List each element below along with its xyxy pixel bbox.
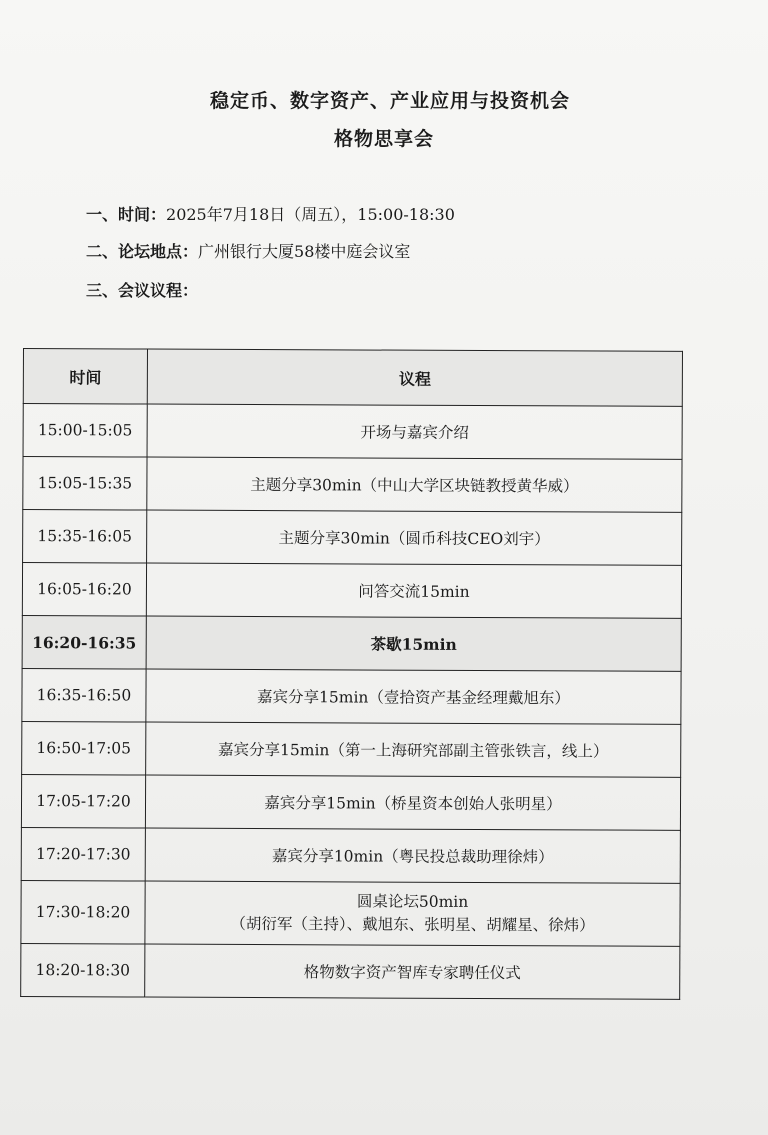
- venue-value: 广州银行大厦58楼中庭会议室: [198, 242, 411, 261]
- row-agenda: 格物数字资产智库专家聘任仪式: [145, 944, 680, 999]
- agenda-heading: [86, 278, 198, 301]
- document-title: 稳定币、数字资产、产业应用与投资机会: [209, 90, 570, 112]
- roundtable-panelists: （胡衍军（主持）、戴旭东、张明星、胡耀星、徐炜）: [230, 914, 595, 935]
- table-header-row: [23, 349, 682, 407]
- agenda-label: 三、会议议程：: [86, 281, 199, 300]
- row-time: 17:30-18:20: [21, 880, 145, 944]
- header-agenda: 议程: [147, 349, 682, 406]
- row-time: 16:20-16:35: [22, 615, 146, 669]
- row-time: 15:35-16:05: [23, 510, 147, 564]
- row-agenda: [145, 881, 680, 946]
- time-value: 2025年7月18日（周五），15:00-18:30: [166, 205, 455, 224]
- table-row-break: [22, 615, 681, 671]
- row-time: 17:05-17:20: [21, 774, 145, 828]
- row-agenda: 茶歇15min: [146, 616, 681, 671]
- agenda-table: [20, 348, 683, 1000]
- row-agenda: 嘉宾分享10min（粤民投总裁助理徐炜）: [145, 828, 680, 883]
- row-agenda: 嘉宾分享15min（桥星资本创始人张明星）: [145, 775, 680, 830]
- row-time: 18:20-18:30: [21, 943, 145, 997]
- table-row: [23, 457, 682, 513]
- venue-label: 二、论坛地点：: [86, 242, 199, 261]
- row-agenda: 问答交流15min: [146, 563, 681, 618]
- table-row: [23, 404, 682, 460]
- time-label: 一、时间：: [86, 205, 167, 224]
- row-time: 16:35-16:50: [22, 668, 146, 722]
- row-time: 15:00-15:05: [23, 404, 147, 458]
- table-row: [21, 880, 680, 946]
- table-row: [21, 774, 680, 830]
- row-agenda: 主题分享30min（中山大学区块链教授黄华威）: [147, 457, 682, 512]
- table-row: [22, 668, 681, 724]
- row-time: 16:50-17:05: [22, 721, 146, 775]
- row-time: 16:05-16:20: [22, 563, 146, 617]
- row-time: 15:05-15:35: [23, 457, 147, 511]
- document-subtitle: 格物思享会: [333, 128, 434, 150]
- time-info: [86, 202, 455, 225]
- table-row: [21, 943, 680, 999]
- row-agenda: 嘉宾分享15min（第一上海研究部副主管张铁言，线上）: [146, 722, 681, 777]
- row-agenda: 开场与嘉宾介绍: [147, 404, 682, 459]
- table-row: [22, 563, 681, 619]
- header-time: 时间: [23, 349, 147, 405]
- venue-info: [86, 239, 410, 262]
- table-row: [23, 510, 682, 566]
- row-time: 17:20-17:30: [21, 827, 145, 881]
- roundtable-title: 圆桌论坛50min: [356, 892, 469, 911]
- row-agenda: 嘉宾分享15min（壹拾资产基金经理戴旭东）: [146, 669, 681, 724]
- row-agenda: 主题分享30min（圆币科技CEO刘宇）: [147, 510, 682, 565]
- table-row: [21, 827, 680, 883]
- table-row: [22, 721, 681, 777]
